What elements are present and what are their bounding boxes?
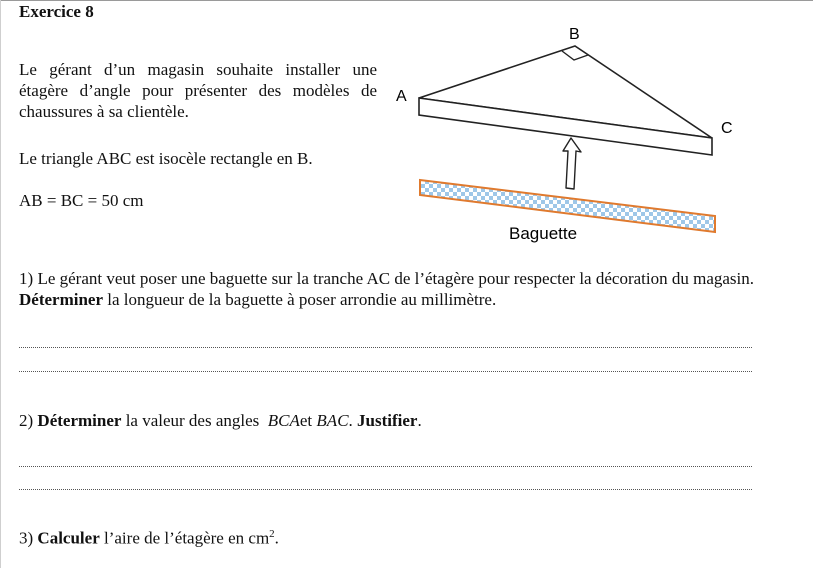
q2-end: . [417, 411, 422, 430]
answer-line-q1-1 [19, 347, 752, 349]
q2-justify: Justifier [357, 411, 418, 430]
answer-line-q2-2 [19, 489, 752, 491]
q1-verb: Déterminer [19, 290, 104, 309]
page-frame-top [0, 0, 813, 1]
q2-verb: Déterminer [37, 411, 122, 430]
q2-text-a: la valeur des angles [125, 411, 260, 430]
shelf-figure [385, 20, 765, 250]
q2-et: et [299, 411, 313, 430]
q2-angle-1: BCA [267, 411, 300, 430]
q3-number: 3) [19, 528, 34, 548]
q1-text-b: la longueur de la baguette à poser arrondie au millimètre. [107, 290, 497, 309]
intro-paragraph: Le gérant d’un magasin souhaite installer une étagère d’angle pour présenter des modèles de chaussures à sa clientèle. [19, 60, 377, 121]
answer-line-q1-2 [19, 371, 752, 373]
question-3 [19, 524, 279, 549]
baguette-label: Baguette [509, 224, 578, 243]
question-2 [19, 410, 422, 431]
vertex-label-c: C [721, 120, 733, 137]
question-1 [19, 268, 754, 310]
q3-text-a: l’aire de l’étagère en cm [104, 528, 270, 548]
q3-exponent: 2 [269, 528, 275, 540]
up-arrow-icon [563, 138, 581, 189]
exercise-title: Exercice 8 [19, 2, 94, 21]
vertex-label-a: A [396, 88, 407, 105]
triangle-statement: Le triangle ABC est isocèle rectangle en B. [19, 149, 313, 168]
answer-line-q2-1 [19, 466, 752, 468]
q3-verb: Calculer [37, 528, 100, 548]
q1-text-a: Le gérant veut poser une baguette sur la tranche AC de l’étagère pour respecter la décoration du magasin. [37, 269, 754, 288]
q2-number: 2) [19, 411, 34, 430]
q2-sep: . [348, 411, 353, 430]
lengths-statement: AB = BC = 50 cm [19, 191, 144, 210]
vertex-label-b: B [569, 26, 580, 43]
q3-end: . [274, 528, 279, 548]
q2-angle-2: BAC [316, 411, 349, 430]
page-frame-left [0, 0, 1, 568]
q1-number: 1) [19, 269, 34, 288]
